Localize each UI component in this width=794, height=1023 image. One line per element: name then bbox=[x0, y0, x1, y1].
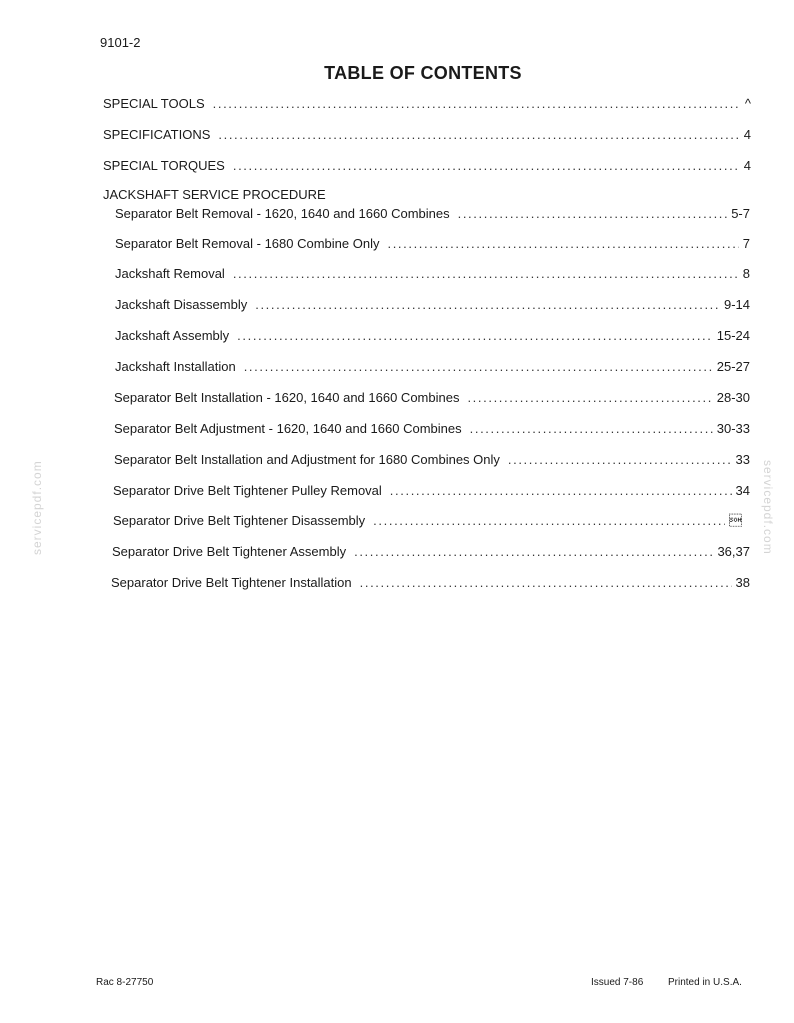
toc-entry-label: Separator Belt Removal - 1620, 1640 and 1660 Combines bbox=[115, 206, 450, 221]
toc-entry bbox=[113, 513, 742, 528]
toc-entry-page: 28-30 bbox=[716, 390, 750, 405]
dot-leader bbox=[360, 575, 732, 590]
toc-entry-label: Separator Drive Belt Tightener Pulley Removal bbox=[113, 483, 382, 498]
toc-entry bbox=[115, 206, 750, 221]
toc-entry-label: SPECIFICATIONS bbox=[103, 127, 211, 142]
toc-entry-page: ^ bbox=[744, 96, 751, 111]
toc-entry-special-torques bbox=[103, 158, 751, 173]
watermark-left: servicepdf.com bbox=[30, 460, 44, 555]
footer-form-number: Rac 8-27750 bbox=[96, 977, 154, 988]
toc-entry bbox=[115, 236, 750, 251]
toc-entry-label: Separator Drive Belt Tightener Installation bbox=[111, 575, 352, 590]
page-title: TABLE OF CONTENTS bbox=[324, 63, 522, 83]
dot-leader bbox=[470, 421, 713, 436]
toc-entry bbox=[112, 544, 750, 559]
toc-entry bbox=[115, 359, 750, 374]
toc-entry bbox=[114, 421, 750, 436]
toc-entry-page: 7 bbox=[742, 236, 750, 251]
toc-entry-label: Separator Drive Belt Tightener Disassembly bbox=[113, 513, 366, 528]
dot-leader bbox=[233, 266, 739, 281]
dot-leader bbox=[373, 513, 725, 528]
dot-leader bbox=[244, 359, 713, 374]
toc-entry-page: 8 bbox=[742, 266, 750, 281]
toc-entry bbox=[114, 452, 750, 467]
toc-entry-page: 5-7 bbox=[731, 206, 750, 221]
document-number: 9101-2 bbox=[100, 35, 141, 50]
toc-entry-page: 4 bbox=[743, 158, 751, 173]
dot-leader bbox=[458, 206, 728, 221]
watermark-right: servicepdf.com bbox=[761, 460, 775, 555]
dot-leader bbox=[237, 328, 713, 343]
toc-entry-label: Jackshaft Installation bbox=[115, 359, 236, 374]
dot-leader bbox=[508, 452, 732, 467]
toc-entry-page: 15-24 bbox=[716, 328, 750, 343]
toc-entry bbox=[114, 390, 750, 405]
toc-entry-label: Jackshaft Disassembly bbox=[115, 297, 248, 312]
toc-entry-specifications bbox=[103, 127, 751, 142]
toc-entry-page: 25-27 bbox=[716, 359, 750, 374]
toc-entry-label: Jackshaft Assembly bbox=[115, 328, 230, 343]
toc-entry bbox=[111, 575, 750, 590]
toc-entry bbox=[115, 297, 750, 312]
toc-entry-label: Jackshaft Removal bbox=[115, 266, 225, 281]
dot-leader bbox=[213, 96, 741, 111]
dot-leader bbox=[390, 483, 732, 498]
toc-entry bbox=[115, 328, 750, 343]
toc-entry-label: Separator Belt Removal - 1680 Combine Only bbox=[115, 236, 380, 251]
dot-leader bbox=[354, 544, 713, 559]
dot-leader bbox=[467, 390, 712, 405]
footer-issued-date: Issued 7-86 bbox=[591, 977, 644, 988]
toc-entry-page: 30-33 bbox=[716, 421, 750, 436]
toc-entry-label: SPECIAL TORQUES bbox=[103, 158, 225, 173]
dot-leader bbox=[387, 236, 738, 251]
toc-entry-label: Separator Belt Installation and Adjustment for 1680 Combines Only bbox=[114, 452, 500, 467]
toc-entry-label: Separator Belt Adjustment - 1620, 1640 and 1660 Combines bbox=[114, 421, 462, 436]
toc-entry-page: 38 bbox=[735, 575, 750, 590]
toc-entry-page: 36,37 bbox=[717, 544, 750, 559]
toc-entry bbox=[113, 483, 750, 498]
footer-printed-in: Printed in U.S.A. bbox=[668, 977, 742, 988]
toc-entry-label: Separator Drive Belt Tightener Assembly bbox=[112, 544, 347, 559]
toc-entry-page: 33 bbox=[735, 452, 750, 467]
toc-entry bbox=[115, 266, 750, 281]
toc-entry-page: 9-14 bbox=[723, 297, 750, 312]
toc-entry-special-tools bbox=[103, 96, 751, 111]
toc-entry-page: 34 bbox=[735, 483, 750, 498]
toc-entry-label: SPECIAL TOOLS bbox=[103, 96, 205, 111]
toc-entry-page: 4 bbox=[743, 127, 751, 142]
toc-entry-page:  bbox=[729, 513, 742, 528]
section-heading: JACKSHAFT SERVICE PROCEDURE bbox=[103, 187, 326, 202]
dot-leader bbox=[255, 297, 720, 312]
dot-leader bbox=[233, 158, 740, 173]
toc-entry-label: Separator Belt Installation - 1620, 1640 and 1660 Combines bbox=[114, 390, 460, 405]
dot-leader bbox=[218, 127, 739, 142]
